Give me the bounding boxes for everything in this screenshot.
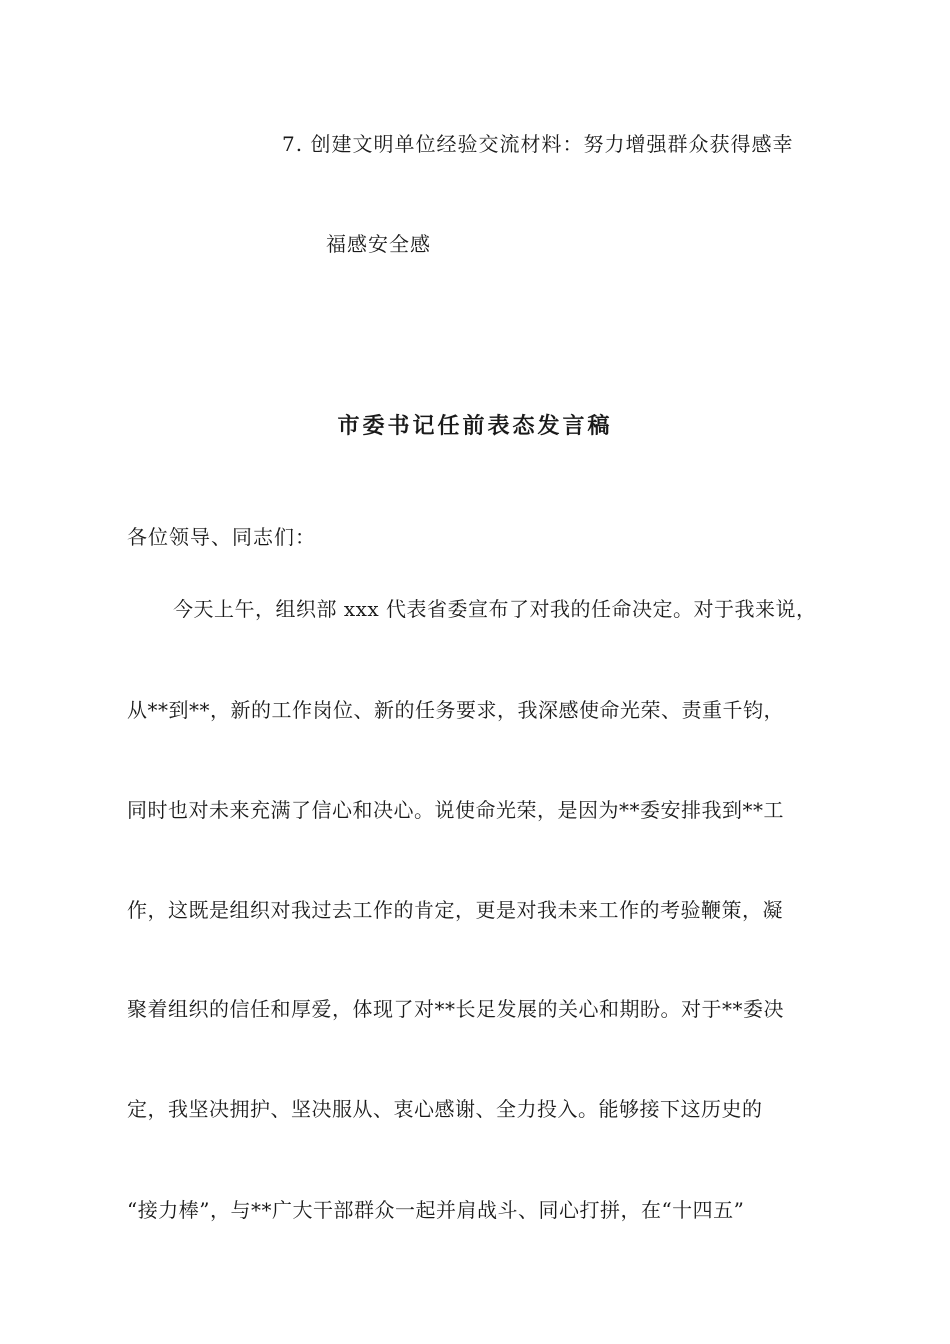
paragraph-line: “接力棒”，与**广大干部群众一起并肩战斗、同心打拼，在“十四五” — [127, 1198, 745, 1222]
document-title: 市委书记任前表态发言稿 — [337, 413, 613, 439]
toc-entry-line-2: 福感安全感 — [326, 232, 431, 256]
toc-entry-line-1: 7. 创建文明单位经验交流材料：努力增强群众获得感幸 — [282, 132, 794, 156]
paragraph-line: 同时也对未来充满了信心和决心。说使命光荣，是因为**委安排我到**工 — [127, 798, 784, 822]
salutation: 各位领导、同志们： — [127, 525, 316, 549]
paragraph-line: 聚着组织的信任和厚爱，体现了对**长足发展的关心和期盼。对于**委决 — [127, 997, 784, 1021]
paragraph-line: 定，我坚决拥护、坚决服从、衷心感谢、全力投入。能够接下这历史的 — [127, 1097, 763, 1121]
paragraph-line: 从**到**，新的工作岗位、新的任务要求，我深感使命光荣、责重千钧， — [127, 698, 784, 722]
paragraph-line: 今天上午，组织部 xxx 代表省委宣布了对我的任命决定。对于我来说， — [173, 597, 817, 621]
paragraph-line: 作，这既是组织对我过去工作的肯定，更是对我未来工作的考验鞭策，凝 — [127, 898, 783, 922]
